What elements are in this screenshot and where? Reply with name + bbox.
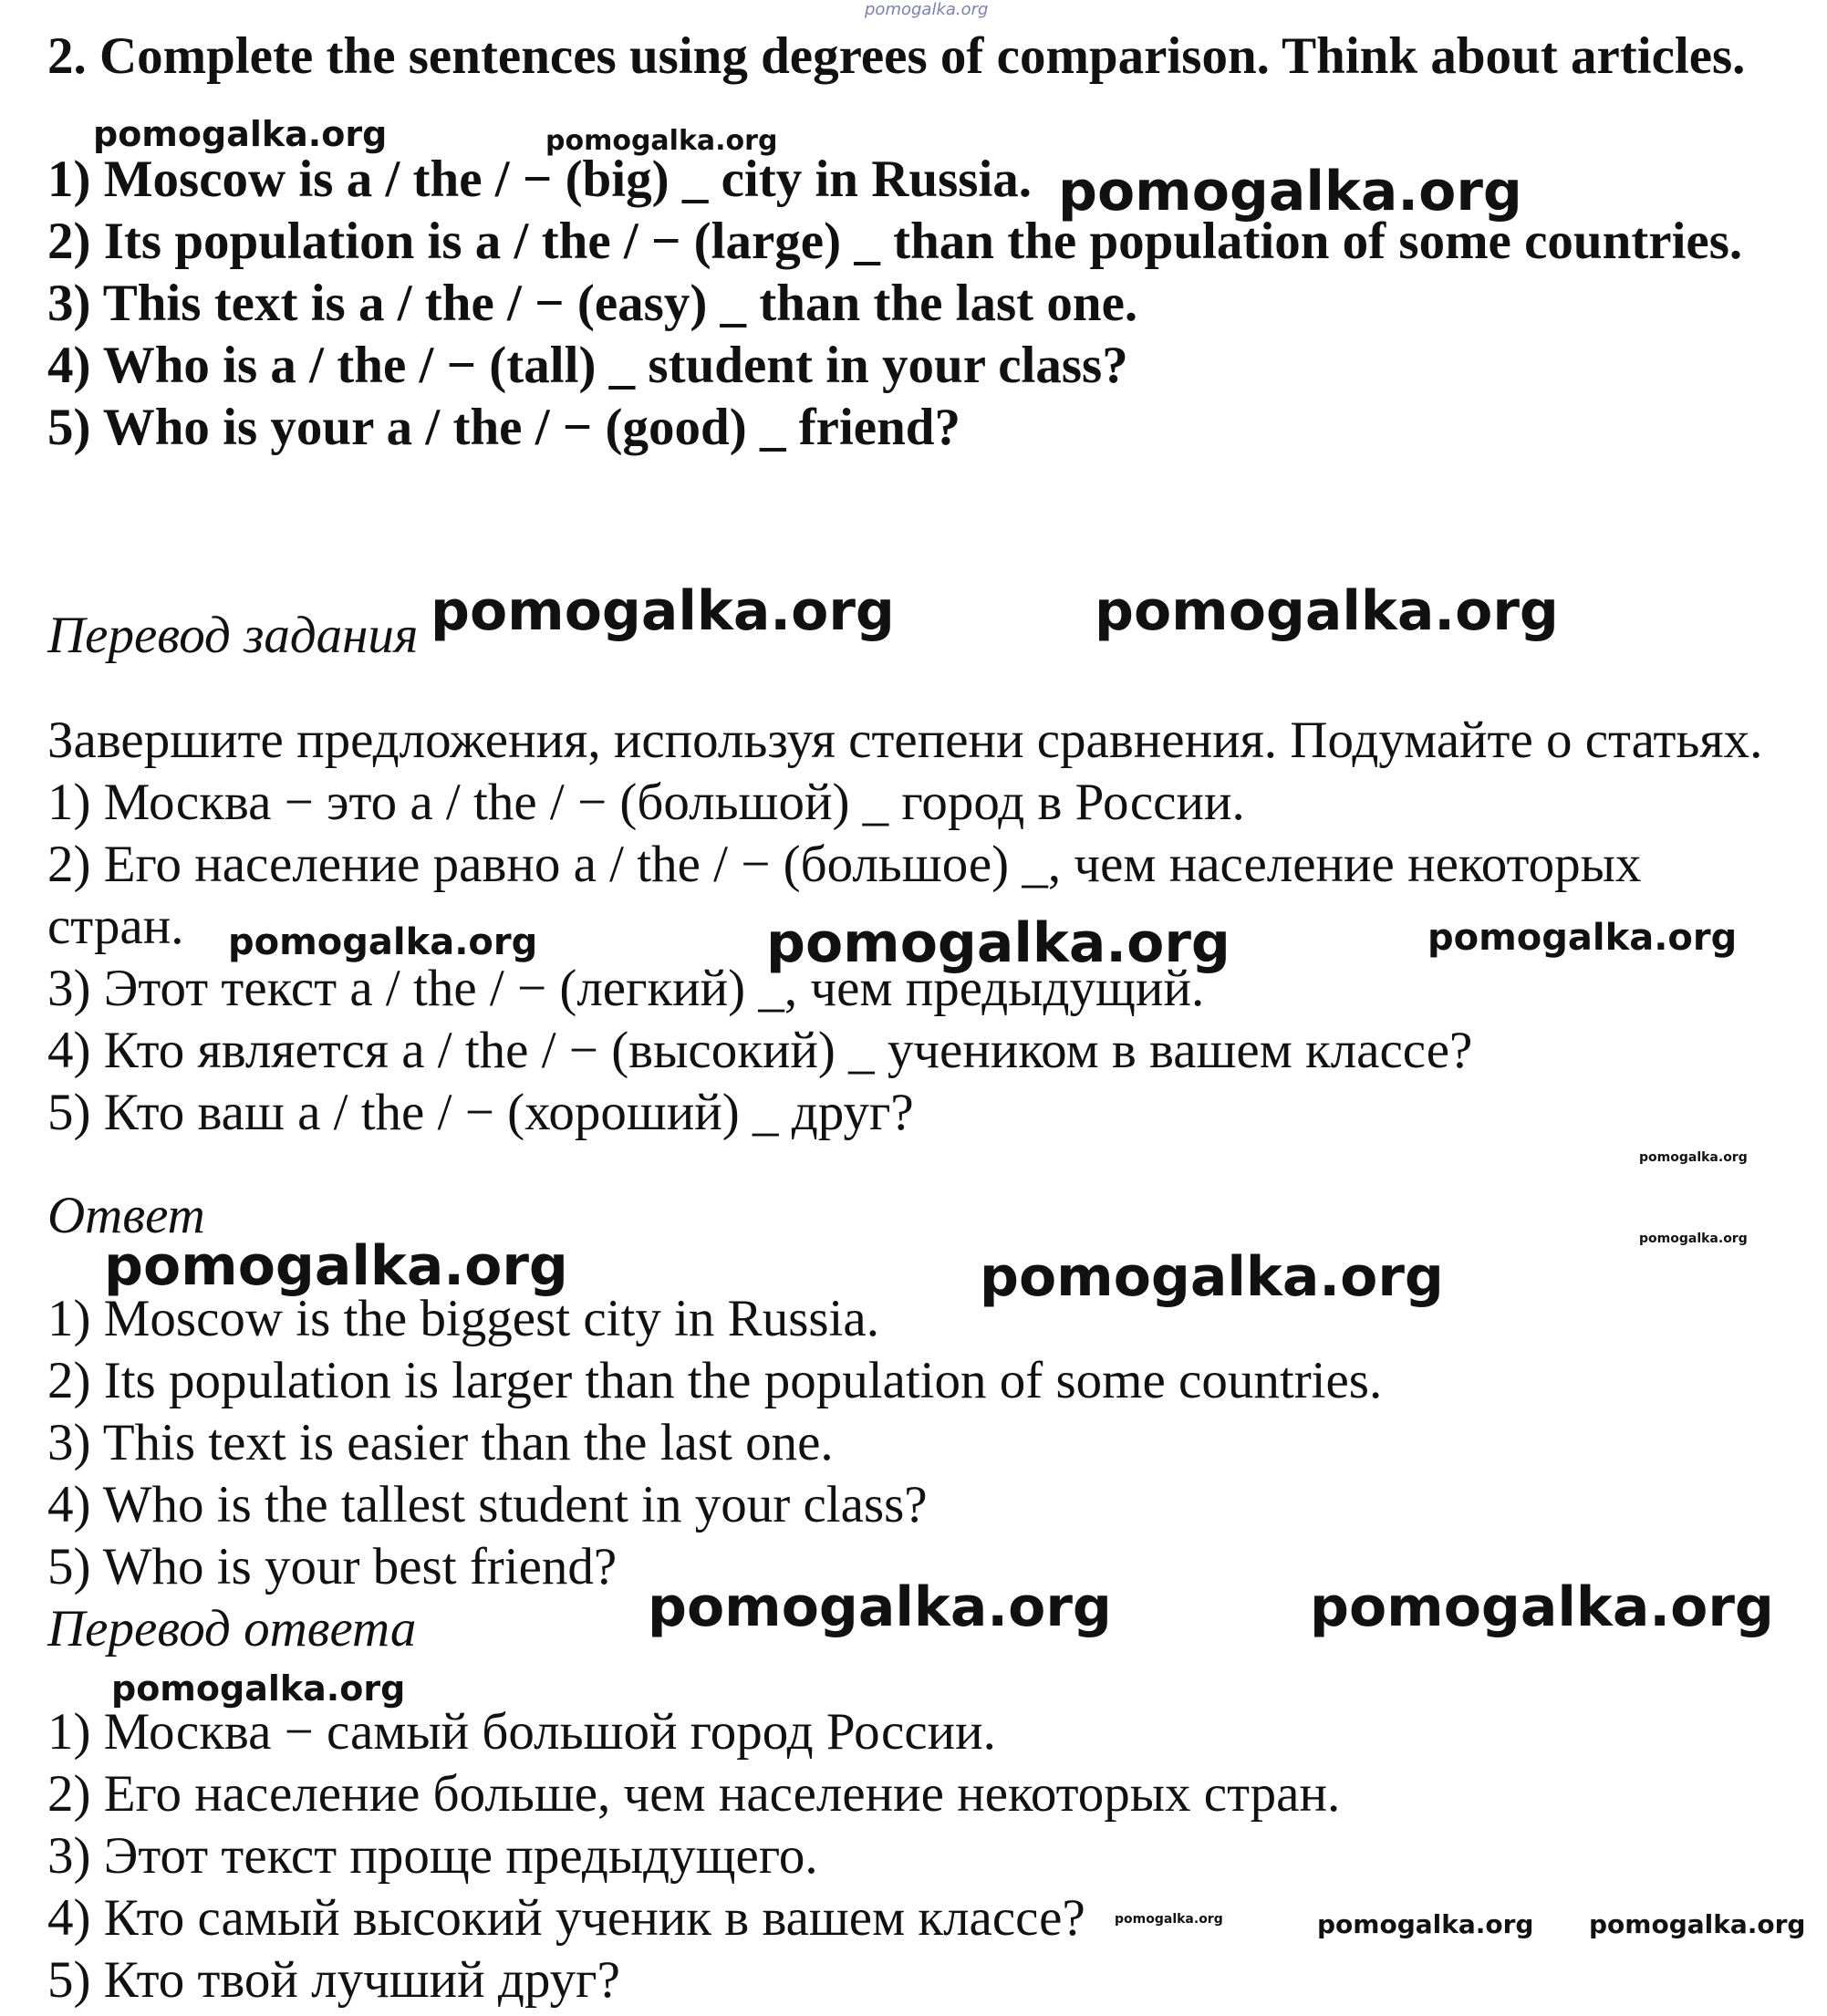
watermark: pomogalka.org <box>228 921 538 963</box>
watermark: pomogalka.org <box>1317 1909 1534 1939</box>
watermark: pomogalka.org <box>1639 1231 1748 1246</box>
answer-translation-item-1: 1) Москва − самый большой город России. <box>47 1703 996 1761</box>
answer-translation-item-2: 2) Его население больше, чем население некоторых стран. <box>47 1765 1341 1823</box>
task-translation-item-2-cont: стран. <box>47 898 184 955</box>
task-translation-item-3: 3) Этот текст a / the / − (легкий) _, чем предыдущий. <box>47 960 1205 1017</box>
answer-item-3: 3) This text is easier than the last one. <box>47 1414 834 1471</box>
task-translation-intro: Завершите предложения, используя степени сравнения. Подумайте о статьях. <box>47 712 1763 769</box>
task-translation-item-5: 5) Кто ваш a / the / − (хороший) _ друг? <box>47 1084 914 1141</box>
watermark: pomogalka.org <box>865 0 989 19</box>
document-page <box>47 0 1817 2016</box>
watermark: pomogalka.org <box>1095 579 1559 643</box>
watermark: pomogalka.org <box>980 1245 1444 1309</box>
task-translation-item-2: 2) Его население равно a / the / − (большое) _, чем население некоторых <box>47 836 1642 893</box>
task-translation-item-4: 4) Кто является a / the / − (высокий) _ учеником в вашем классе? <box>47 1022 1473 1079</box>
watermark: pomogalka.org <box>1639 1150 1748 1165</box>
answer-translation-item-4: 4) Кто самый высокий ученик в вашем классе? <box>47 1889 1085 1947</box>
watermark: pomogalka.org <box>1427 917 1738 959</box>
watermark: pomogalka.org <box>93 114 388 154</box>
task-item-4: 4) Who is a / the / − (tall) _ student in your class? <box>47 337 1128 394</box>
answer-item-1: 1) Moscow is the biggest city in Russia. <box>47 1290 879 1347</box>
answer-item-4: 4) Who is the tallest student in your class? <box>47 1476 928 1533</box>
task-item-2: 2) Its population is a / the / − (large) _ than the population of some countries. <box>47 213 1743 270</box>
task-translation-heading: Перевод задания <box>47 607 419 664</box>
answer-item-5: 5) Who is your best friend? <box>47 1538 618 1595</box>
watermark: pomogalka.org <box>1310 1575 1774 1639</box>
answer-translation-heading: Перевод ответа <box>47 1600 417 1657</box>
answer-item-2: 2) Its population is larger than the population of some countries. <box>47 1352 1383 1409</box>
watermark: pomogalka.org <box>111 1668 406 1709</box>
watermark: pomogalka.org <box>648 1575 1112 1639</box>
task-translation-item-1: 1) Москва − это a / the / − (большой) _ город в России. <box>47 774 1245 831</box>
watermark: pomogalka.org <box>431 579 895 643</box>
answer-translation-item-3: 3) Этот текст проще предыдущего. <box>47 1827 818 1885</box>
task-item-5: 5) Who is your a / the / − (good) _ friend? <box>47 399 961 456</box>
watermark: pomogalka.org <box>545 125 778 157</box>
watermark: pomogalka.org <box>104 1234 568 1298</box>
watermark: pomogalka.org <box>1115 1912 1223 1927</box>
watermark: pomogalka.org <box>1058 160 1522 223</box>
task-item-3: 3) This text is a / the / − (easy) _ than the last one. <box>47 275 1138 332</box>
task-title: 2. Complete the sentences using degrees of comparison. Think about articles. <box>47 27 1746 85</box>
answer-translation-item-5: 5) Кто твой лучший друг? <box>47 1951 620 2009</box>
answer-heading: Ответ <box>47 1187 205 1244</box>
task-item-1: 1) Moscow is a / the / − (big) _ city in Russia. <box>47 151 1033 208</box>
watermark: pomogalka.org <box>1589 1909 1806 1939</box>
watermark: pomogalka.org <box>766 911 1230 975</box>
